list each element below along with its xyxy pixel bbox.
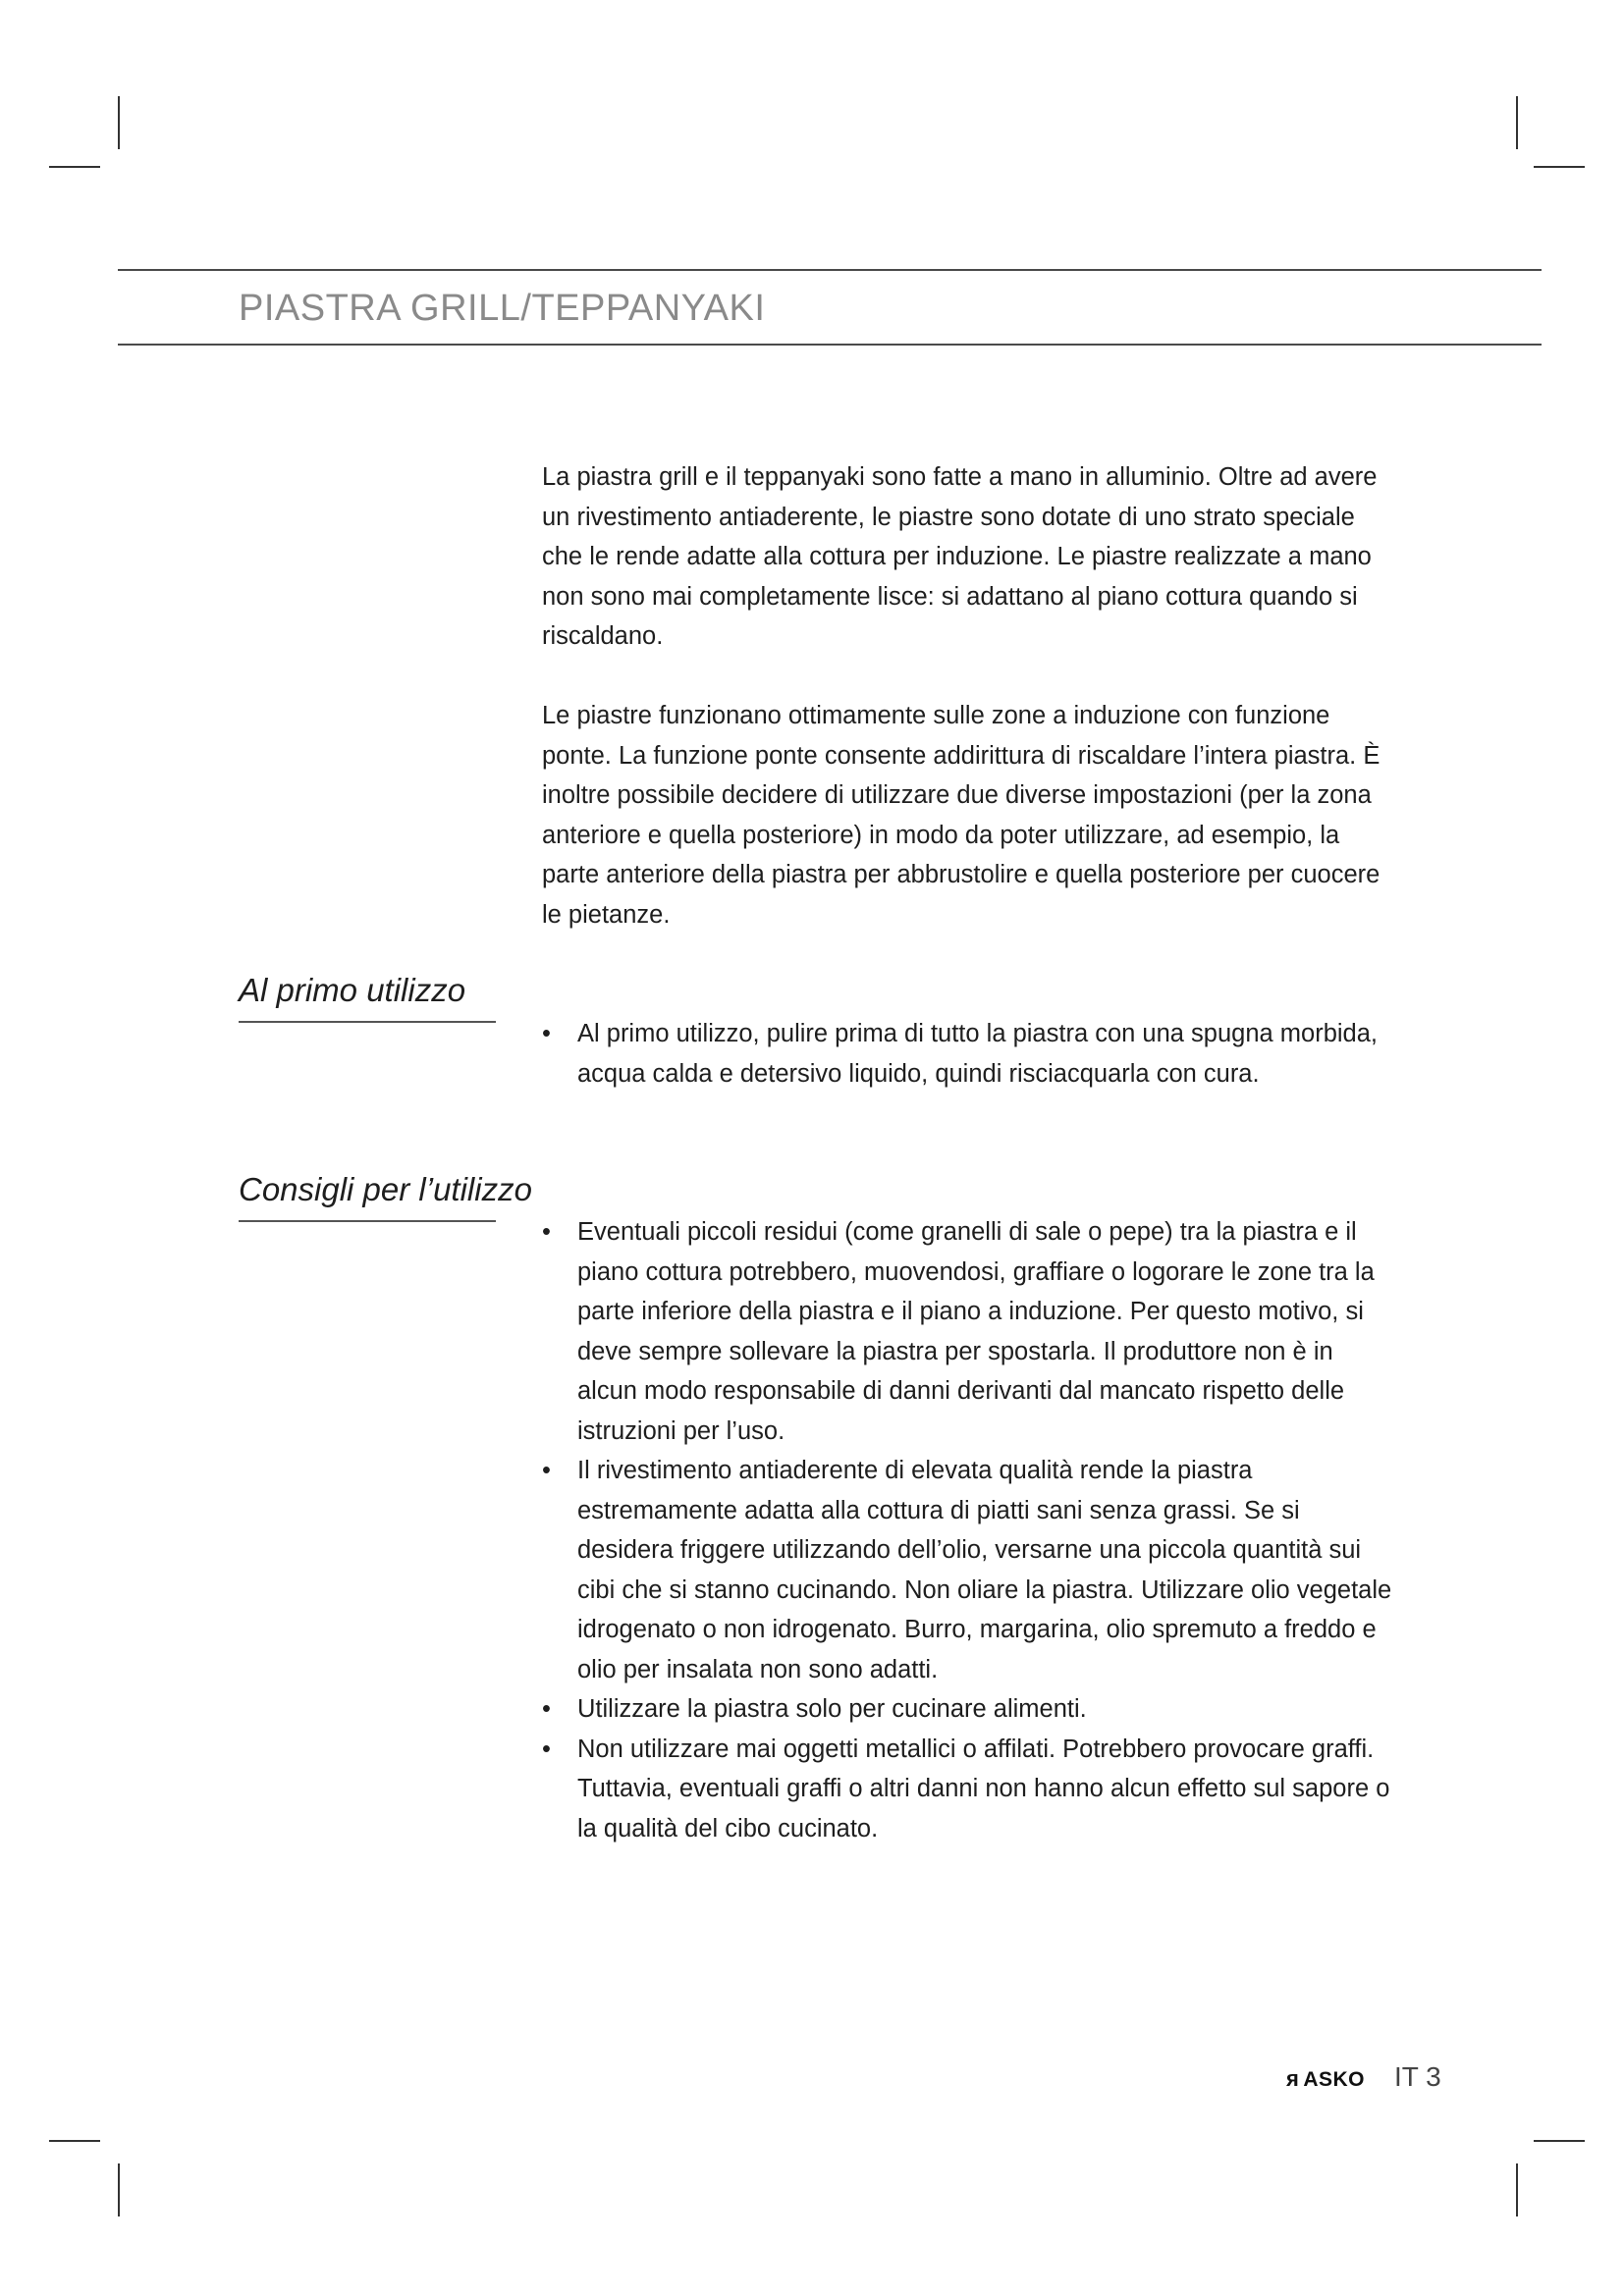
bullet-list [542, 1212, 1396, 1848]
crop-mark [49, 2140, 100, 2142]
page-title: PIASTRA GRILL/TEPPANYAKI [239, 288, 766, 329]
list-item [542, 1014, 1396, 1094]
intro-paragraph: Le piastre funzionano ottimamente sulle zone a induzione con funzione ponte. La funzione ponte consente addirittura di riscaldare l’intera piastra. È inoltre possibile decidere di utilizzare due diverse impostazioni (per la zona anteriore e quella posteriore) in modo da poter utilizzare, ad esempio, la parte anteriore della piastra per abbrustolire e quella posteriore per cuocere le pietanze. [542, 702, 1380, 929]
crop-mark [1534, 2140, 1585, 2142]
section-heading-rule [239, 1021, 496, 1023]
asko-logo-icon: ᴙ [1286, 2066, 1300, 2091]
bullet-icon: • [542, 1695, 551, 1723]
list-item [542, 1212, 1396, 1451]
section-heading: Consigli per l’utilizzo [239, 1171, 532, 1207]
crop-mark [49, 166, 100, 168]
crop-mark [118, 2163, 120, 2216]
header-bottom-rule [118, 344, 1542, 346]
bullet-icon: • [542, 1735, 551, 1763]
list-item-text: Il rivestimento antiaderente di elevata qualità rende la piastra estremamente adatta alla cottura di piatti sani senza grassi. Se si desidera friggere utilizzando dell’olio, versarne una piccola quantità sui cibi che si stanno cucinando. Non oliare la piastra. Utilizzare olio vegetale idrogenato o non idrogenato. Burro, margarina, olio spremuto a freddo e olio per insalata non sono adatti. [577, 1457, 1392, 1683]
crop-mark [1516, 2163, 1518, 2216]
list-item-text: Utilizzare la piastra solo per cucinare alimenti. [577, 1695, 1087, 1723]
bullet-list [542, 1014, 1396, 1094]
list-item-text: Eventuali piccoli residui (come granelli di sale o pepe) tra la piastra e il piano cottura potrebbero, muovendosi, graffiare o logorare le zone tra la parte inferiore della piastra e il piano a induzione. Per questo motivo, si deve sempre sollevare la piastra per spostarla. Il produttore non è in alcun modo responsabile di danni derivanti dal mancato rispetto delle istruzioni per l’uso. [577, 1218, 1375, 1445]
intro-paragraph: La piastra grill e il teppanyaki sono fatte a mano in alluminio. Oltre ad avere un rivestimento antiaderente, le piastre sono dotate di uno strato speciale che le rende adatte alla cottura per induzione. Le piastre realizzate a mano non sono mai completamente lisce: si adattano al piano cottura quando si riscaldano. [542, 463, 1378, 650]
header-top-rule [118, 269, 1542, 271]
list-item-text: Non utilizzare mai oggetti metallici o affilati. Potrebbero provocare graffi. Tuttavia, eventuali graffi o altri danni non hanno alcun effetto sul sapore o la qualità del cibo cucinato. [577, 1735, 1390, 1842]
section-heading-rule [239, 1220, 496, 1222]
page-number: IT 3 [1394, 2061, 1441, 2092]
crop-mark [118, 96, 120, 149]
bullet-icon: • [542, 1457, 551, 1484]
list-item [542, 1730, 1396, 1849]
list-item [542, 1689, 1396, 1730]
bullet-icon: • [542, 1218, 551, 1246]
bullet-icon: • [542, 1020, 551, 1047]
list-item-text: Al primo utilizzo, pulire prima di tutto la piastra con una spugna morbida, acqua calda e detersivo liquido, quindi risciacquarla con cura. [577, 1020, 1378, 1088]
brand-logo [1286, 2066, 1365, 2092]
section-heading: Al primo utilizzo [239, 972, 466, 1008]
list-item [542, 1451, 1396, 1689]
brand-name: ASKO [1303, 2068, 1366, 2091]
crop-mark [1516, 96, 1518, 149]
crop-mark [1534, 166, 1585, 168]
